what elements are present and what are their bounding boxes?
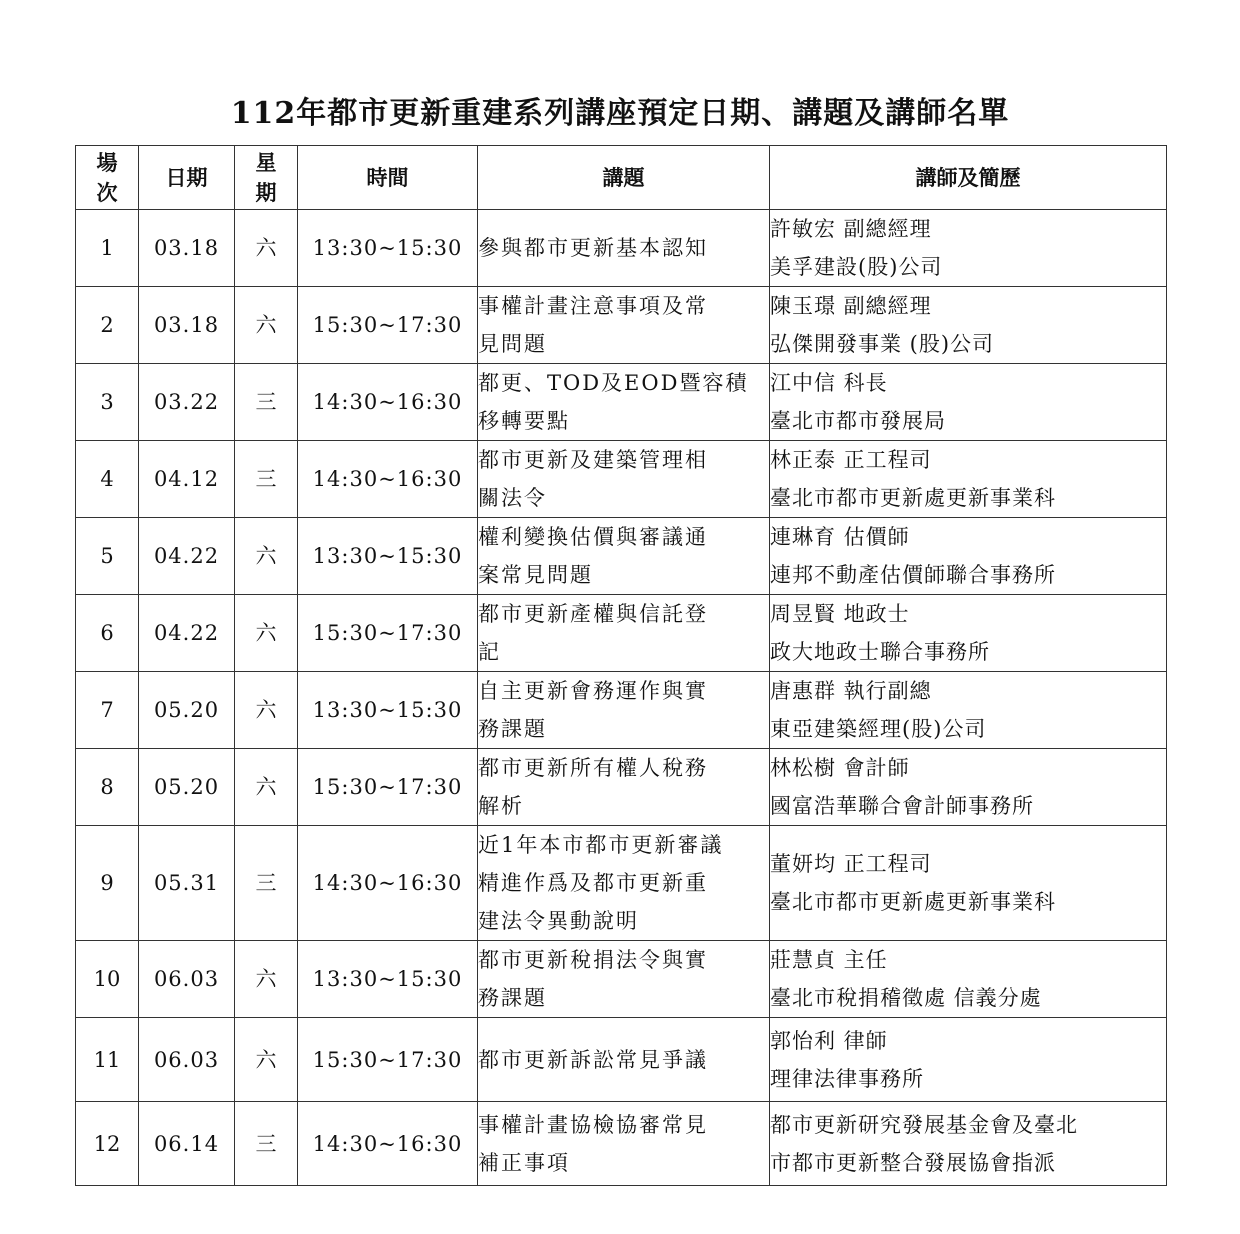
topic-cell (478, 518, 770, 595)
table-row (76, 518, 1167, 595)
date-cell: 04.22 (139, 595, 235, 672)
weekday-cell: 六 (235, 672, 298, 749)
lecturer-cell-line: 國富浩華聯合會計師事務所 (770, 794, 1034, 818)
topic-cell-line: 近1年本市都市更新審議 (478, 833, 724, 857)
time-cell: 15:30~17:30 (298, 749, 478, 826)
session-cell: 4 (76, 441, 139, 518)
time-cell: 13:30~15:30 (298, 518, 478, 595)
topic-cell-line: 補正事項 (478, 1150, 570, 1175)
topic-cell-line: 都市更新所有權人稅務 (478, 756, 708, 780)
table-row (76, 364, 1167, 441)
topic-cell-line: 參與都市更新基本認知 (478, 236, 708, 260)
lecturer-cell-line: 臺北市都市更新處更新事業科 (770, 890, 1056, 914)
lecturer-cell-line: 美孚建設(股)公司 (770, 255, 943, 279)
time-cell: 13:30~15:30 (298, 941, 478, 1018)
topic-cell-line: 權利變換估價與審議通 (478, 525, 708, 549)
lecturer-cell-line: 連琳育 估價師 (770, 525, 910, 549)
lecturer-cell (770, 518, 1167, 595)
header-lecturer: 講師及簡歷 (770, 146, 1167, 210)
weekday-cell: 六 (235, 941, 298, 1018)
weekday-cell: 六 (235, 287, 298, 364)
topic-cell-line: 關法令 (478, 486, 547, 510)
weekday-cell: 六 (235, 749, 298, 826)
lecturer-cell-line: 臺北市稅捐稽徵處 信義分處 (770, 986, 1042, 1010)
topic-cell-line: 移轉要點 (478, 409, 570, 433)
header-session-text: 場次 (96, 149, 118, 205)
lecturer-cell (770, 1102, 1167, 1186)
table-row (76, 1102, 1167, 1186)
topic-cell-line: 都更、TOD及EOD暨容積 (478, 371, 749, 395)
date-cell: 05.20 (139, 672, 235, 749)
table-row (76, 210, 1167, 287)
schedule-table (75, 145, 1167, 1186)
weekday-cell: 三 (235, 826, 298, 941)
lecturer-cell-line: 臺北市都市發展局 (770, 409, 946, 433)
weekday-cell: 六 (235, 518, 298, 595)
lecturer-cell (770, 749, 1167, 826)
date-cell: 06.14 (139, 1102, 235, 1186)
topic-cell-line: 都市更新及建築管理相 (478, 448, 708, 472)
topic-cell (478, 364, 770, 441)
header-weekday-text: 星期 (255, 149, 277, 205)
session-cell: 2 (76, 287, 139, 364)
time-cell: 14:30~16:30 (298, 826, 478, 941)
header-topic: 講題 (478, 146, 770, 210)
date-cell: 05.31 (139, 826, 235, 941)
lecturer-cell-line: 郭怡利 律師 (770, 1028, 888, 1053)
date-cell: 05.20 (139, 749, 235, 826)
lecturer-cell-line: 弘傑開發事業 (股)公司 (770, 332, 995, 356)
lecturer-cell-line: 唐惠群 執行副總 (770, 679, 932, 703)
lecturer-cell-line: 林正泰 正工程司 (770, 448, 932, 472)
lecturer-cell-line: 周昱賢 地政士 (770, 602, 910, 626)
time-cell: 14:30~16:30 (298, 364, 478, 441)
weekday-cell: 三 (235, 364, 298, 441)
topic-cell (478, 826, 770, 941)
topic-cell-line: 都市更新訴訟常見爭議 (478, 1047, 708, 1072)
topic-cell (478, 749, 770, 826)
lecturer-cell-line: 東亞建築經理(股)公司 (770, 717, 987, 741)
table-row (76, 287, 1167, 364)
lecturer-cell-line: 理律法律事務所 (770, 1066, 924, 1091)
table-row (76, 749, 1167, 826)
date-cell: 03.18 (139, 210, 235, 287)
date-cell: 03.22 (139, 364, 235, 441)
weekday-cell: 六 (235, 210, 298, 287)
lecturer-cell-line: 臺北市都市更新處更新事業科 (770, 486, 1056, 510)
lecturer-cell (770, 210, 1167, 287)
session-cell: 12 (76, 1102, 139, 1186)
lecturer-cell (770, 672, 1167, 749)
session-cell: 1 (76, 210, 139, 287)
lecturer-cell (770, 1018, 1167, 1102)
lecturer-cell-line: 都市更新研究發展基金會及臺北 (770, 1112, 1078, 1137)
date-cell: 04.12 (139, 441, 235, 518)
table-row (76, 672, 1167, 749)
table-header-row (76, 146, 1167, 210)
topic-cell-line: 解析 (478, 794, 524, 818)
date-cell: 03.18 (139, 287, 235, 364)
table-row (76, 595, 1167, 672)
topic-cell (478, 595, 770, 672)
header-session (76, 146, 139, 210)
topic-cell-line: 自主更新會務運作與實 (478, 679, 708, 703)
date-cell: 06.03 (139, 1018, 235, 1102)
header-weekday (235, 146, 298, 210)
topic-cell (478, 1102, 770, 1186)
lecturer-cell-line: 江中信 科長 (770, 371, 888, 395)
lecturer-cell-line: 莊慧貞 主任 (770, 948, 888, 972)
session-cell: 3 (76, 364, 139, 441)
lecturer-cell (770, 826, 1167, 941)
topic-cell-line: 建法令異動說明 (478, 909, 639, 933)
session-cell: 11 (76, 1018, 139, 1102)
session-cell: 6 (76, 595, 139, 672)
topic-cell (478, 941, 770, 1018)
table-row (76, 441, 1167, 518)
topic-cell (478, 210, 770, 287)
topic-cell-line: 都市更新產權與信託登 (478, 602, 708, 626)
topic-cell-line: 案常見問題 (478, 563, 593, 587)
session-cell: 10 (76, 941, 139, 1018)
date-cell: 04.22 (139, 518, 235, 595)
lecturer-cell (770, 941, 1167, 1018)
topic-cell-line: 記 (478, 640, 501, 664)
time-cell: 14:30~16:30 (298, 441, 478, 518)
topic-cell (478, 1018, 770, 1102)
topic-cell-line: 都市更新稅捐法令與實 (478, 948, 708, 972)
weekday-cell: 六 (235, 1018, 298, 1102)
topic-cell (478, 672, 770, 749)
lecturer-cell (770, 595, 1167, 672)
lecturer-cell-line: 連邦不動產估價師聯合事務所 (770, 563, 1056, 587)
date-cell: 06.03 (139, 941, 235, 1018)
topic-cell-line: 見問題 (478, 332, 547, 356)
session-cell: 8 (76, 749, 139, 826)
table-row (76, 1018, 1167, 1102)
topic-cell (478, 441, 770, 518)
time-cell: 13:30~15:30 (298, 672, 478, 749)
topic-cell-line: 事權計畫協檢協審常見 (478, 1112, 708, 1137)
table-row (76, 826, 1167, 941)
topic-cell-line: 事權計畫注意事項及常 (478, 294, 708, 318)
topic-cell (478, 287, 770, 364)
header-date: 日期 (139, 146, 235, 210)
session-cell: 9 (76, 826, 139, 941)
table-row (76, 941, 1167, 1018)
session-cell: 7 (76, 672, 139, 749)
lecturer-cell-line: 陳玉璟 副總經理 (770, 294, 932, 318)
lecturer-cell (770, 364, 1167, 441)
lecturer-cell-line: 林松樹 會計師 (770, 756, 910, 780)
document-title: 112年都市更新重建系列講座預定日期、講題及講師名單 (230, 96, 1010, 131)
lecturer-cell-line: 市都市更新整合發展協會指派 (770, 1150, 1056, 1175)
weekday-cell: 三 (235, 1102, 298, 1186)
table-body (76, 210, 1167, 1186)
weekday-cell: 六 (235, 595, 298, 672)
time-cell: 15:30~17:30 (298, 287, 478, 364)
time-cell: 15:30~17:30 (298, 1018, 478, 1102)
lecturer-cell (770, 441, 1167, 518)
time-cell: 15:30~17:30 (298, 595, 478, 672)
session-cell: 5 (76, 518, 139, 595)
lecturer-cell-line: 許敏宏 副總經理 (770, 217, 932, 241)
topic-cell-line: 務課題 (478, 986, 547, 1010)
lecturer-cell-line: 政大地政士聯合事務所 (770, 640, 990, 664)
topic-cell-line: 務課題 (478, 717, 547, 741)
header-time: 時間 (298, 146, 478, 210)
weekday-cell: 三 (235, 441, 298, 518)
lecturer-cell (770, 287, 1167, 364)
topic-cell-line: 精進作爲及都市更新重 (478, 871, 708, 895)
lecturer-cell-line: 董妍均 正工程司 (770, 852, 932, 876)
time-cell: 13:30~15:30 (298, 210, 478, 287)
time-cell: 14:30~16:30 (298, 1102, 478, 1186)
